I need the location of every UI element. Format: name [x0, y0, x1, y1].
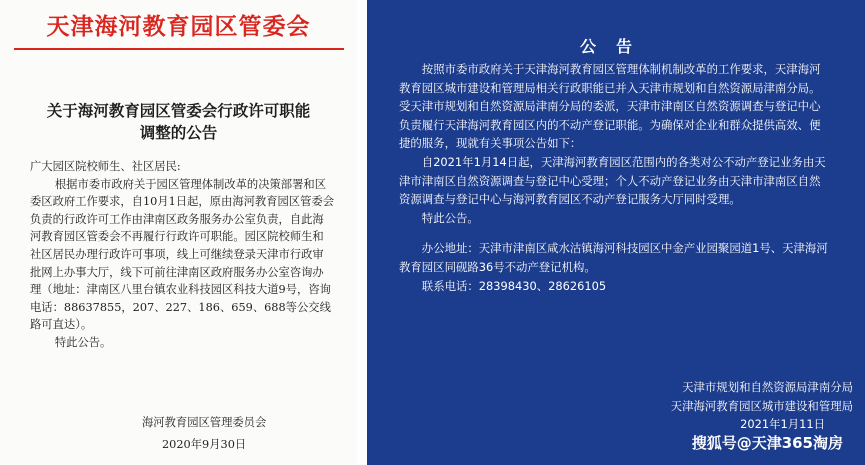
left-signature: 海河教育园区管理委员会: [142, 416, 267, 429]
left-notice-document: [0, 0, 357, 465]
right-paragraph-2: 自2021年1月14日起，天津海河教育园区范围内的各类对公不动产登记业务由天津市津南区自然资源调查与登记中心受理；个人不动产登记业务由天津市津南区自然资源调查与登记中心与海河教育园区不动产登记服务大厅同时受理。: [399, 154, 826, 207]
right-signature-2: 天津海河教育园区城市建设和管理局: [670, 398, 853, 413]
left-title-line1: 关于海河教育园区管委会行政许可职能: [46, 101, 311, 120]
panel-divider: [357, 0, 367, 465]
left-paragraph: 根据市委市政府关于园区管理体制改革的决策部署和区委区政府工作要求，自10月1日起，原由海河教育园区管委会负责的行政许可工作由津南区政务服务办公室负责，自此海河教育园区管委会不再履行行政许可职能。园区院校师生和社区居民办理行政许可事项，线上可继续登录天津市行政审批网上办事大厅，线下可前往津南区政府服务办公室咨询办理（地址：津南区八里台镇农业科技园区科技大道9号，咨询电话：88637855，207、227、186、659、688等公交线路可直达）。: [30, 177, 334, 332]
left-document-body: [30, 158, 335, 352]
right-signature-1: 天津市规划和自然资源局津南分局: [682, 380, 853, 394]
left-document-title: [0, 100, 357, 144]
left-title-line2: 调整的公告: [139, 123, 218, 142]
left-salutation: 广大园区院校师生、社区居民:: [30, 160, 181, 173]
right-signature-block: [671, 378, 853, 434]
right-date: 2021年1月11日: [740, 417, 825, 432]
right-notice-document: [367, 0, 865, 465]
right-closing: 特此公告。: [421, 210, 479, 225]
right-document-body: [399, 60, 831, 295]
right-phone: 联系电话：28398430、28626105: [421, 278, 607, 293]
header-red-rule: [14, 48, 344, 50]
left-date: 2020年9月30日: [162, 438, 247, 451]
left-closing: 特此公告。: [54, 335, 112, 349]
right-address: 办公地址：天津市津南区咸水沽镇海河科技园区中金产业园聚园道1号、天津海河教育园区同砚路36号不动产登记机构。: [399, 241, 828, 274]
right-paragraph-1: 按照市委市政府关于天津海河教育园区管理体制机制改革的工作要求，天津海河教育园区城市建设和管理局相关行政职能已并入天津市规划和自然资源局津南分局。受天津市规划和自然资源局津南分局的委派，天津市津南区自然资源调查与登记中心负责履行天津海河教育园区内的不动产登记职能。为确保对企业和群众提供高效、便捷的服务，现就有关事项公告如下：: [399, 62, 821, 151]
watermark-text: 搜狐号@天津365淘房: [691, 434, 843, 452]
right-document-title: 公告: [579, 37, 652, 56]
left-document-header: 天津海河教育园区管委会: [46, 13, 311, 40]
